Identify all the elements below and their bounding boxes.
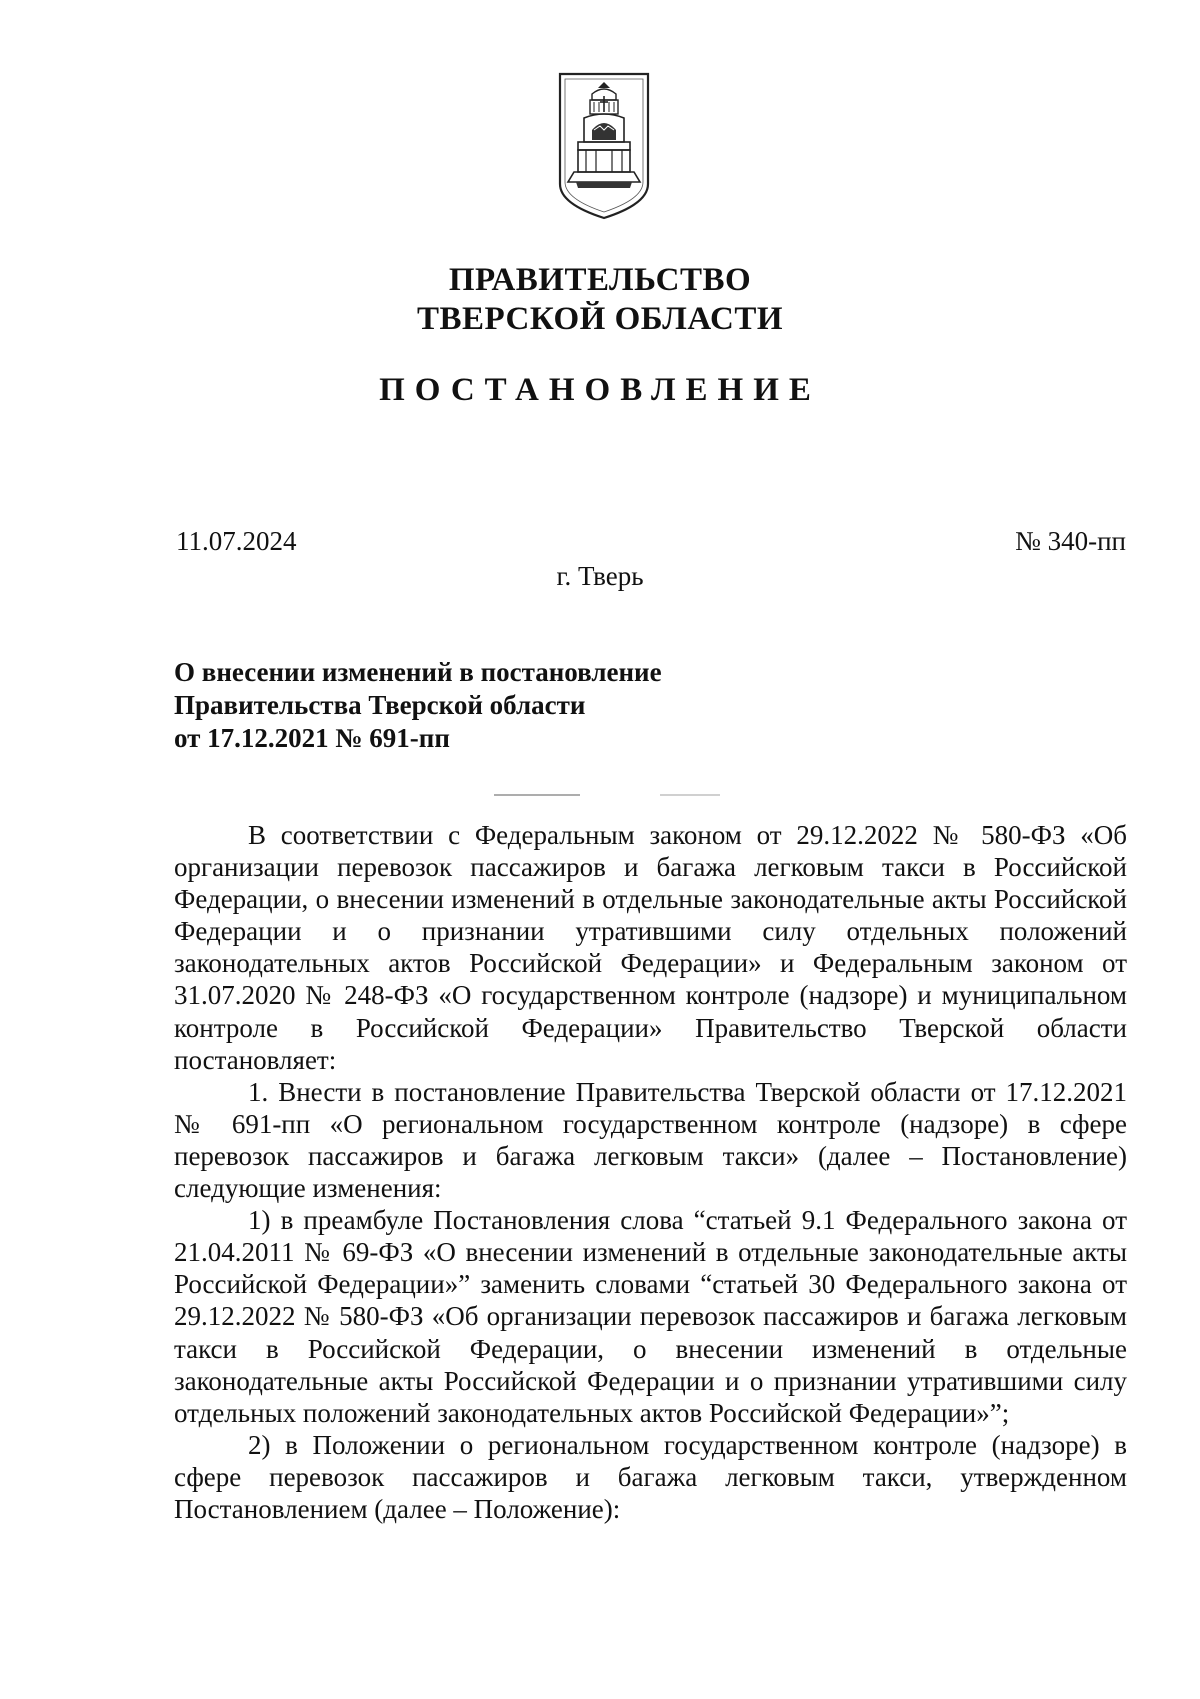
item-1-paragraph: 1. Внести в постановление Правительства Тверской области от 17.12.2021 № 691-пп «О региональном государственном контроле (надзоре) в сфере перевозок пассажиров и багажа легковым такси» (далее – Постановление) следующие изменения: (174, 1076, 1127, 1204)
organization-name-line2: ТВЕРСКОЙ ОБЛАСТИ (416, 301, 784, 337)
subject-line3: от 17.12.2021 № 691-пп (174, 723, 450, 753)
scan-artifact-mark (660, 794, 720, 796)
subject-line1: О внесении изменений в постановление (174, 657, 662, 687)
preamble-paragraph: В соответствии с Федеральным законом от 29.12.2022 № 580-ФЗ «Об организации перевозок пассажиров и багажа легковым такси в Российской Федерации, о внесении изменений в отдельные законодательные акты Российской Федерации и о признании утратившими силу отдельных положений законодательных актов Российской Федерации» и Федеральным законом от 31.07.2020 № 248-ФЗ «О государственном контроле (надзоре) и муниципальном контроле в Российской Федерации» Правительство Тверской области постановляет: (174, 820, 1127, 1075)
item-1-1-paragraph: 1) в преамбуле Постановления слова “статьей 9.1 Федерального закона от 21.04.2011 № 69-ФЗ «О внесении изменений в отдельные законодательные акты Российской Федерации»” заменить словами “статьей 30 Федерального закона от 29.12.2022 № 580-ФЗ «Об организации перевозок пассажиров и багажа легковым такси в Российской Федерации, о внесении изменений в отдельные законодательные акты Российской Федерации и о признании утратившими силу отдельных положений законодательных актов Российской Федерации»”; (174, 1205, 1127, 1428)
document-type-title: ПОСТАНОВЛЕНИЕ (379, 372, 821, 408)
document-date: 11.07.2024 (176, 526, 297, 556)
subject-line2: Правительства Тверской области (174, 690, 586, 720)
coat-of-arms-emblem (556, 72, 652, 224)
document-body (174, 819, 1127, 1525)
scan-artifact-mark (494, 794, 580, 796)
document-number: № 340-пп (1015, 526, 1126, 556)
organization-name-line1: ПРАВИТЕЛЬСТВО (448, 262, 752, 298)
document-city: г. Тверь (556, 561, 644, 591)
item-1-2-paragraph: 2) в Положении о региональном государственном контроле (надзоре) в сфере перевозок пассажиров и багажа легковым такси, утвержденном Постановлением (далее – Положение): (174, 1429, 1127, 1524)
document-subject (174, 656, 734, 755)
